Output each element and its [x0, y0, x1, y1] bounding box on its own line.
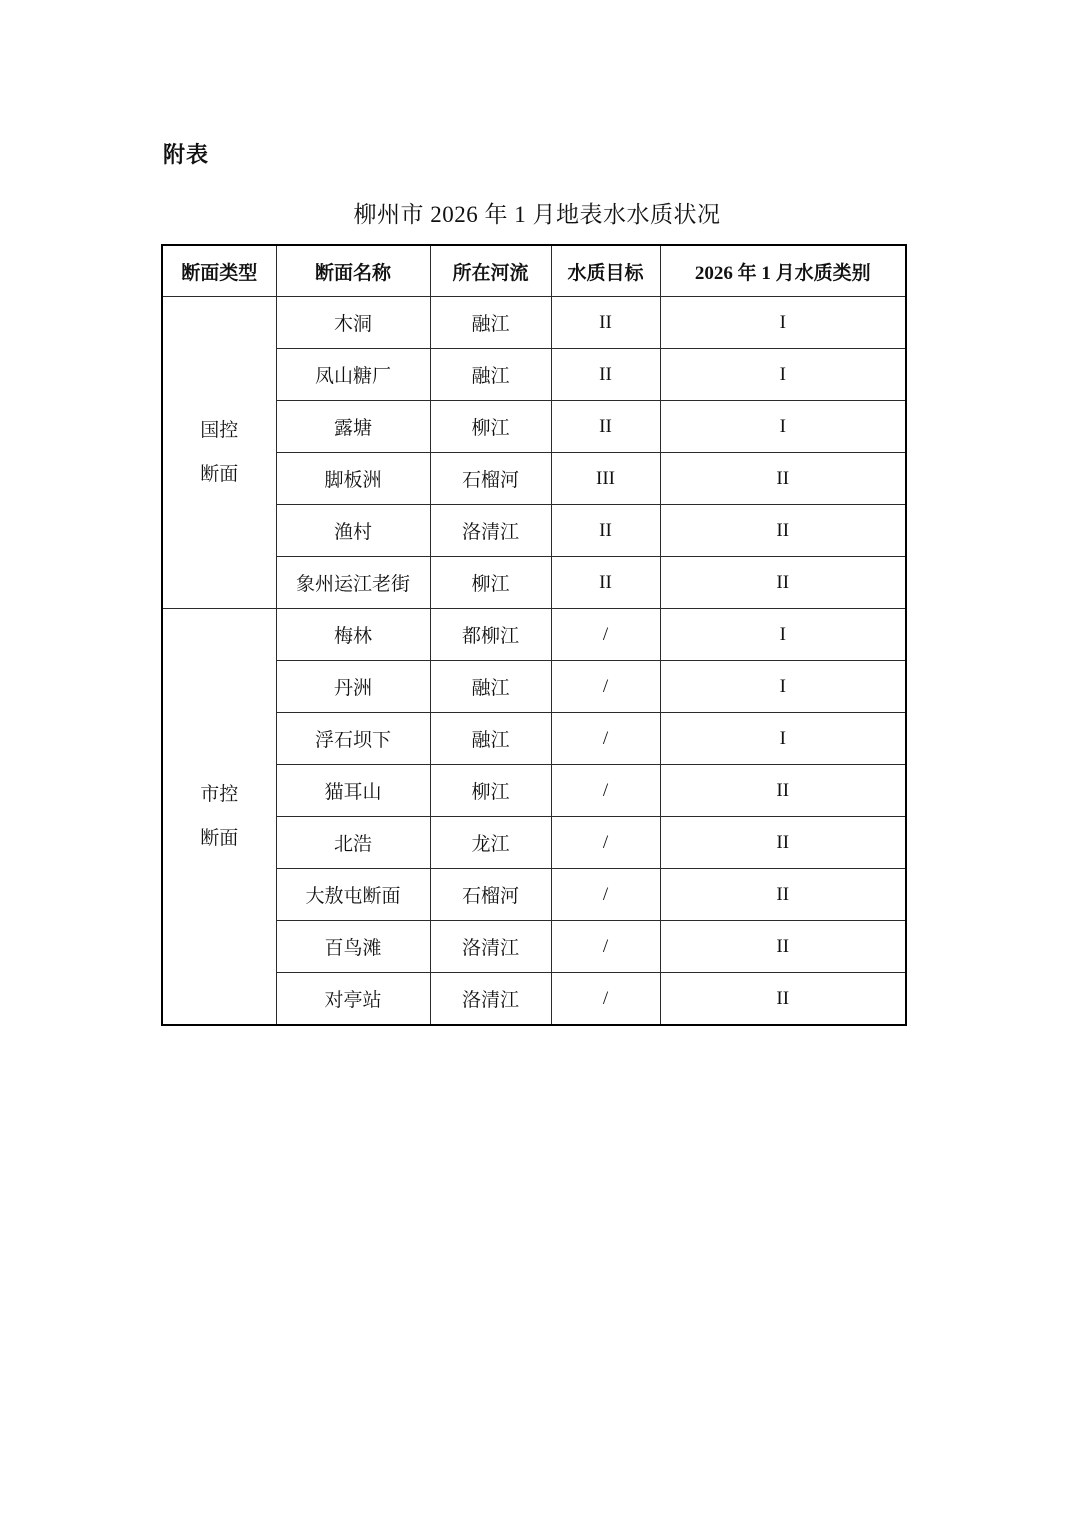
header-section-type: 断面类型	[162, 245, 276, 297]
cell-category: II	[660, 817, 906, 869]
cell-section-name: 浮石坝下	[276, 713, 430, 765]
cell-river: 石榴河	[430, 869, 551, 921]
cell-target: /	[551, 921, 660, 973]
cell-river: 融江	[430, 661, 551, 713]
cell-section-name: 渔村	[276, 505, 430, 557]
header-river: 所在河流	[430, 245, 551, 297]
cell-category: II	[660, 505, 906, 557]
table-row	[162, 609, 906, 661]
header-target: 水质目标	[551, 245, 660, 297]
cell-river: 龙江	[430, 817, 551, 869]
cell-section-name: 大敖屯断面	[276, 869, 430, 921]
cell-section-name: 凤山糖厂	[276, 349, 430, 401]
cell-target: /	[551, 609, 660, 661]
cell-target: III	[551, 453, 660, 505]
cell-river: 石榴河	[430, 453, 551, 505]
appendix-label: 附表	[163, 142, 210, 167]
cell-category: I	[660, 297, 906, 349]
cell-river: 融江	[430, 713, 551, 765]
header-category: 2026 年 1 月水质类别	[660, 245, 906, 297]
water-quality-table	[161, 244, 907, 1026]
header-section-name: 断面名称	[276, 245, 430, 297]
group-city-control	[162, 609, 906, 1026]
cell-river: 柳江	[430, 557, 551, 609]
cell-category: II	[660, 453, 906, 505]
cell-section-name: 脚板洲	[276, 453, 430, 505]
cell-river: 融江	[430, 349, 551, 401]
cell-section-name: 丹洲	[276, 661, 430, 713]
cell-category: I	[660, 713, 906, 765]
cell-river: 融江	[430, 297, 551, 349]
section-type-line: 国控	[200, 419, 239, 441]
cell-category: II	[660, 921, 906, 973]
cell-category: II	[660, 869, 906, 921]
cell-target: /	[551, 817, 660, 869]
cell-river: 洛清江	[430, 973, 551, 1026]
cell-category: II	[660, 765, 906, 817]
cell-category: II	[660, 557, 906, 609]
cell-river: 柳江	[430, 401, 551, 453]
cell-river: 都柳江	[430, 609, 551, 661]
cell-section-name: 象州运江老街	[276, 557, 430, 609]
header-row	[162, 245, 906, 297]
table-row	[162, 297, 906, 349]
cell-target: II	[551, 505, 660, 557]
cell-section-name: 猫耳山	[276, 765, 430, 817]
cell-section-name: 木洞	[276, 297, 430, 349]
cell-target: /	[551, 973, 660, 1026]
section-type-line: 断面	[200, 463, 239, 485]
cell-target: /	[551, 869, 660, 921]
section-type-line: 市控	[200, 783, 239, 805]
cell-category: I	[660, 401, 906, 453]
cell-river: 洛清江	[430, 505, 551, 557]
cell-target: II	[551, 557, 660, 609]
cell-category: I	[660, 349, 906, 401]
group-national-control	[162, 297, 906, 609]
section-type-cell-national	[162, 297, 276, 609]
cell-section-name: 百鸟滩	[276, 921, 430, 973]
cell-section-name: 对亭站	[276, 973, 430, 1026]
cell-target: /	[551, 661, 660, 713]
cell-river: 洛清江	[430, 921, 551, 973]
cell-river: 柳江	[430, 765, 551, 817]
cell-section-name: 北浩	[276, 817, 430, 869]
cell-category: I	[660, 661, 906, 713]
section-type-cell-city	[162, 609, 276, 1026]
section-type-line: 断面	[200, 827, 239, 849]
cell-section-name: 梅林	[276, 609, 430, 661]
cell-target: II	[551, 349, 660, 401]
table-header	[162, 245, 906, 297]
cell-section-name: 露塘	[276, 401, 430, 453]
cell-target: II	[551, 401, 660, 453]
cell-target: /	[551, 713, 660, 765]
cell-target: II	[551, 297, 660, 349]
cell-category: I	[660, 609, 906, 661]
cell-category: II	[660, 973, 906, 1026]
page-title: 柳州市 2026 年 1 月地表水水质状况	[353, 202, 721, 227]
cell-target: /	[551, 765, 660, 817]
